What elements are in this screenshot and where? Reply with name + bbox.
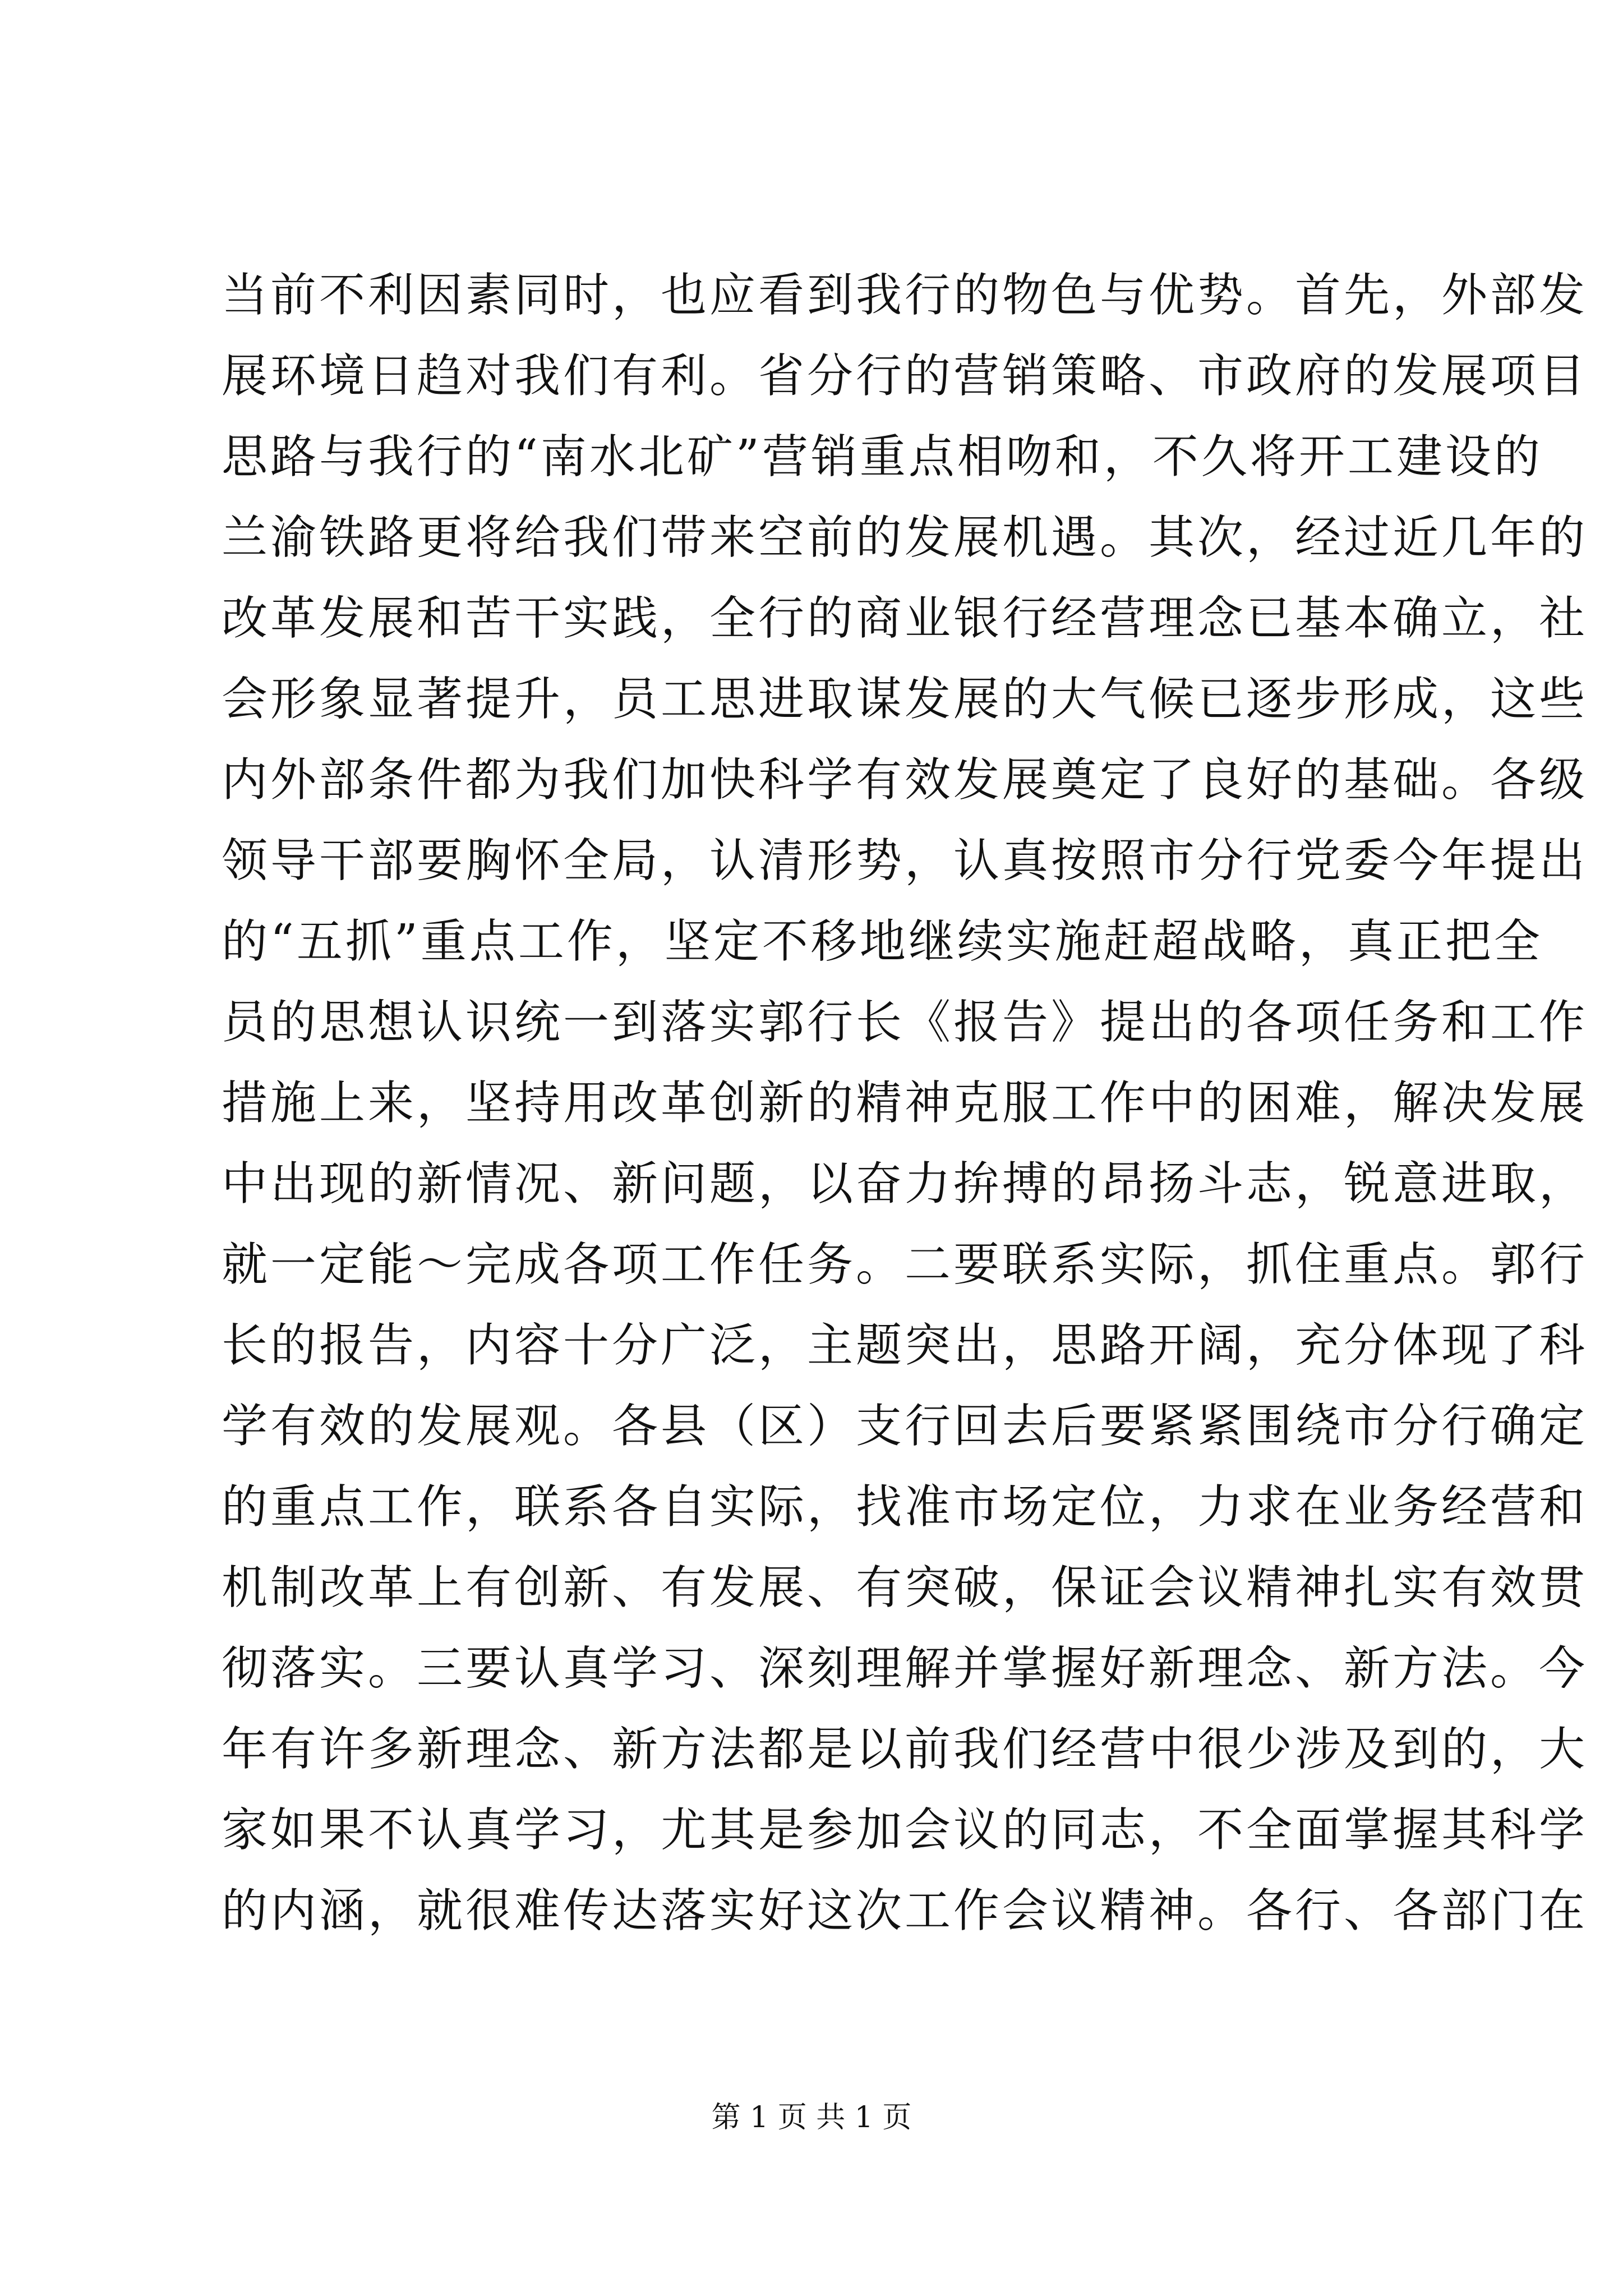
text-line: 会形象显著提升，员工思进取谋发展的大气候已逐步形成，这些 <box>222 673 1588 726</box>
text-line: 改革发展和苦干实践，全行的商业银行经营理念已基本确立，社 <box>222 592 1588 645</box>
text-line: 彻落实。三要认真学习、深刻理解并掌握好新理念、新方法。今 <box>222 1642 1588 1695</box>
text-line: 领导干部要胸怀全局，认清形势，认真按照市分行党委今年提出 <box>222 834 1588 887</box>
text-line: 中出现的新情况、新问题，以奋力拚搏的昂扬斗志，锐意进取， <box>222 1157 1588 1211</box>
text-line: 机制改革上有创新、有发展、有突破，保证会议精神扎实有效贯 <box>222 1561 1588 1614</box>
text-line: 学有效的发展观。各县（区）支行回去后要紧紧围绕市分行确定 <box>222 1400 1588 1453</box>
text-line: 家如果不认真学习，尤其是参加会议的同志，不全面掌握其科学 <box>222 1803 1588 1857</box>
text-line: 内外部条件都为我们加快科学有效发展奠定了良好的基础。各级 <box>222 753 1588 807</box>
body-text <box>222 255 1588 1952</box>
text-line: 措施上来，坚持用改革创新的精神克服工作中的困难，解决发展 <box>222 1076 1588 1130</box>
text-line: 的“五抓”重点工作，坚定不移地继续实施赶超战略，真正把全 <box>222 915 1543 968</box>
page-footer: 第 1 页 共 1 页 <box>711 2101 912 2134</box>
text-line: 当前不利因素同时，也应看到我行的物色与优势。首先，外部发 <box>222 269 1588 322</box>
text-line: 就一定能～完成各项工作任务。二要联系实际，抓住重点。郭行 <box>222 1238 1588 1291</box>
text-line: 员的思想认识统一到落实郭行长《报告》提出的各项任务和工作 <box>222 996 1588 1049</box>
text-line: 展环境日趋对我们有利。省分行的营销策略、市政府的发展项目 <box>222 349 1588 403</box>
text-line: 的内涵，就很难传达落实好这次工作会议精神。各行、各部门在 <box>222 1884 1588 1938</box>
text-line: 的重点工作，联系各自实际，找准市场定位，力求在业务经营和 <box>222 1480 1588 1534</box>
text-line: 兰渝铁路更将给我们带来空前的发展机遇。其次，经过近几年的 <box>222 511 1588 564</box>
text-line: 年有许多新理念、新方法都是以前我们经营中很少涉及到的，大 <box>222 1723 1588 1776</box>
text-line: 长的报告，内容十分广泛，主题突出，思路开阔，充分体现了科 <box>222 1319 1588 1372</box>
text-line: 思路与我行的“南水北矿”营销重点相吻和，不久将开工建设的 <box>222 430 1543 484</box>
